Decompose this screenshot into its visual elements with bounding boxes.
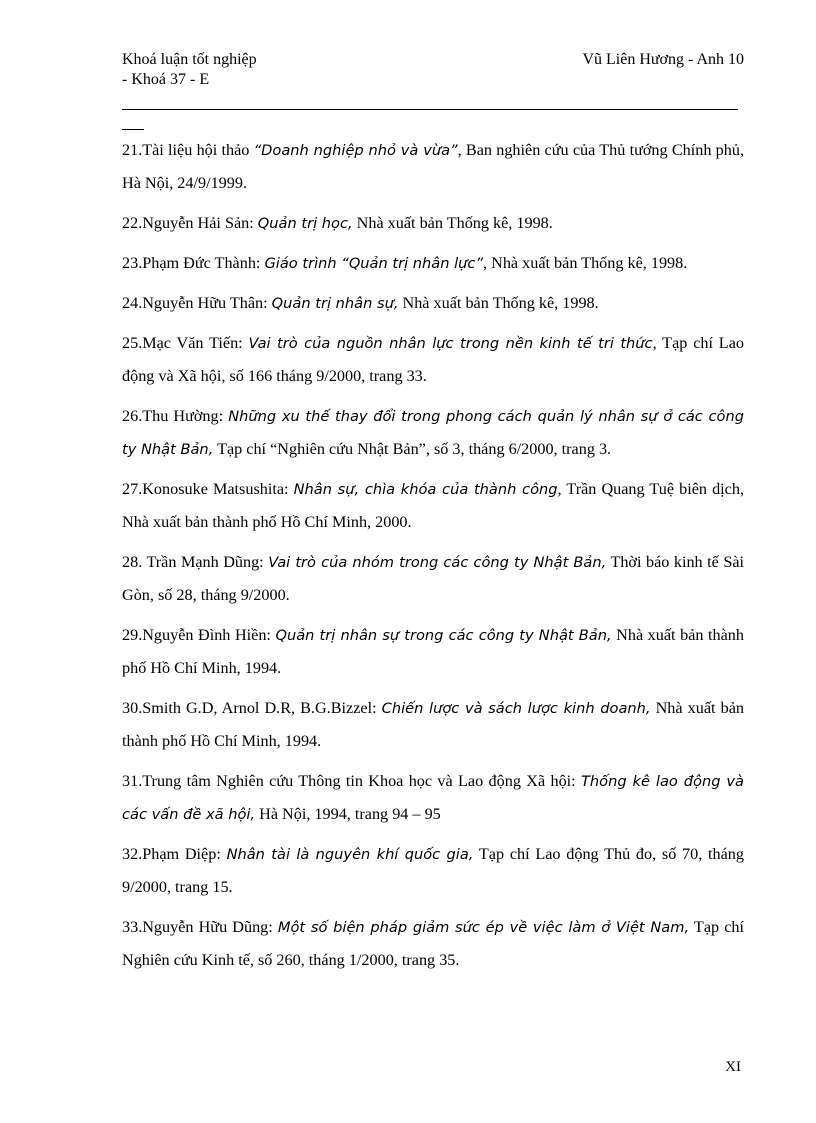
reference-title: Nhân sự, chìa khóa của thành công — [293, 481, 558, 498]
reference-item — [122, 327, 744, 393]
reference-item — [122, 247, 744, 280]
reference-number: 32. — [122, 845, 143, 863]
header-rule-stub — [122, 129, 144, 130]
reference-title: Quản trị nhân sự, — [271, 295, 399, 312]
reference-title: “Doanh nghiệp nhỏ và vừa” — [253, 142, 458, 159]
reference-details: Tạp chí “Nghiên cứu Nhật Bản”, số 3, tháng 6/2000, trang 3. — [213, 440, 612, 458]
reference-details: , Tạp chí Lao động và Xã hội, số 166 tháng 9/2000, trang 33. — [122, 334, 744, 385]
reference-author: Tài liệu hội thảo — [142, 141, 254, 159]
reference-item — [122, 473, 744, 539]
page-number: XI — [725, 1059, 741, 1075]
reference-number: 25. — [122, 334, 143, 352]
reference-author: Smith G.D, Arnol D.R, B.G.Bizzel: — [142, 699, 382, 717]
reference-details: Tạp chí Lao động Thủ đo, số 70, tháng 9/2000, trang 15. — [122, 845, 744, 896]
reference-details: Hà Nội, 1994, trang 94 – 95 — [255, 805, 441, 823]
reference-item — [122, 207, 744, 240]
reference-item — [122, 838, 744, 904]
reference-details: , Trần Quang Tuệ biên dịch, Nhà xuất bản thành phố Hồ Chí Minh, 2000. — [122, 480, 744, 531]
reference-details: Nhà xuất bản Thống kê, 1998. — [352, 214, 553, 232]
reference-number: 26. — [122, 407, 143, 425]
reference-item — [122, 546, 744, 612]
reference-title: Vai trò của nhóm trong các công ty Nhật Bản, — [268, 554, 607, 571]
reference-title: Giáo trình “Quản trị nhân lực” — [264, 255, 484, 272]
reference-author: Phạm Đức Thành: — [142, 254, 265, 272]
reference-details: Tạp chí Nghiên cứu Kinh tế, số 260, tháng 1/2000, trang 35. — [122, 918, 744, 969]
reference-number: 33. — [122, 918, 143, 936]
reference-item — [122, 400, 744, 466]
reference-details: , Nhà xuất bản Thống kê, 1998. — [483, 254, 688, 272]
reference-details: Nhà xuất bản thành phố Hồ Chí Minh, 1994. — [122, 626, 744, 677]
author-label: Vũ Liên Hương - Anh 10 — [582, 51, 744, 68]
reference-author: Thu Hường: — [142, 407, 229, 425]
reference-number: 28. — [122, 553, 147, 571]
thesis-label: Khoá luận tốt nghiệp — [122, 51, 257, 68]
reference-title: Quản trị học, — [257, 215, 353, 232]
reference-number: 24. — [122, 294, 143, 312]
course-label: - Khoá 37 - E — [122, 71, 210, 88]
reference-item — [122, 619, 744, 685]
reference-details: Thời báo kinh tế Sài Gòn, số 28, tháng 9/2000. — [122, 553, 744, 604]
reference-number: 31. — [122, 772, 143, 790]
reference-details: Nhà xuất bản thành phố Hồ Chí Minh, 1994. — [122, 699, 744, 750]
reference-number: 23. — [122, 254, 143, 272]
reference-number: 30. — [122, 699, 143, 717]
reference-title: Chiến lược và sách lược kinh doanh, — [381, 700, 651, 717]
reference-title: Thống kê lao động và các vấn đề xã hội, — [122, 773, 744, 823]
reference-number: 29. — [122, 626, 143, 644]
reference-author: Nguyễn Hữu Thân: — [142, 294, 272, 312]
reference-author: Nguyễn Hữu Dũng: — [142, 918, 278, 936]
reference-title: Nhân tài là nguyên khí quốc gia, — [226, 846, 474, 863]
reference-title: Vai trò của nguồn nhân lực trong nền kinh tế tri thức — [248, 335, 653, 352]
reference-item — [122, 692, 744, 758]
header-left — [122, 50, 257, 90]
reference-title: Quản trị nhân sự trong các công ty Nhật Bản, — [275, 627, 612, 644]
reference-number: 27. — [122, 480, 143, 498]
reference-number: 22. — [122, 214, 143, 232]
reference-details: , Ban nghiên cứu của Thủ tướng Chính phủ, Hà Nội, 24/9/1999. — [122, 141, 744, 192]
reference-author: Trần Mạnh Dũng: — [146, 553, 269, 571]
reference-title: Một số biện pháp giảm sức ép về việc làm ở Việt Nam, — [277, 919, 690, 936]
reference-details: Nhà xuất bản Thống kê, 1998. — [398, 294, 599, 312]
reference-item — [122, 287, 744, 320]
reference-author: Mạc Văn Tiến: — [142, 334, 249, 352]
reference-title: Những xu thế thay đổi trong phong cách quản lý nhân sự ở các công ty Nhật Bản, — [122, 408, 744, 458]
header-rule — [122, 109, 738, 110]
reference-item — [122, 134, 744, 200]
reference-author: Phạm Diệp: — [142, 845, 227, 863]
reference-number: 21. — [122, 141, 143, 159]
reference-item — [122, 765, 744, 831]
reference-author: Nguyễn Đình Hiền: — [142, 626, 276, 644]
reference-author: Trung tâm Nghiên cứu Thông tin Khoa học và Lao động Xã hội: — [142, 772, 582, 790]
reference-author: Konosuke Matsushita: — [142, 480, 294, 498]
reference-list — [122, 134, 744, 984]
reference-author: Nguyễn Hải Sản: — [142, 214, 258, 232]
reference-item — [122, 911, 744, 977]
